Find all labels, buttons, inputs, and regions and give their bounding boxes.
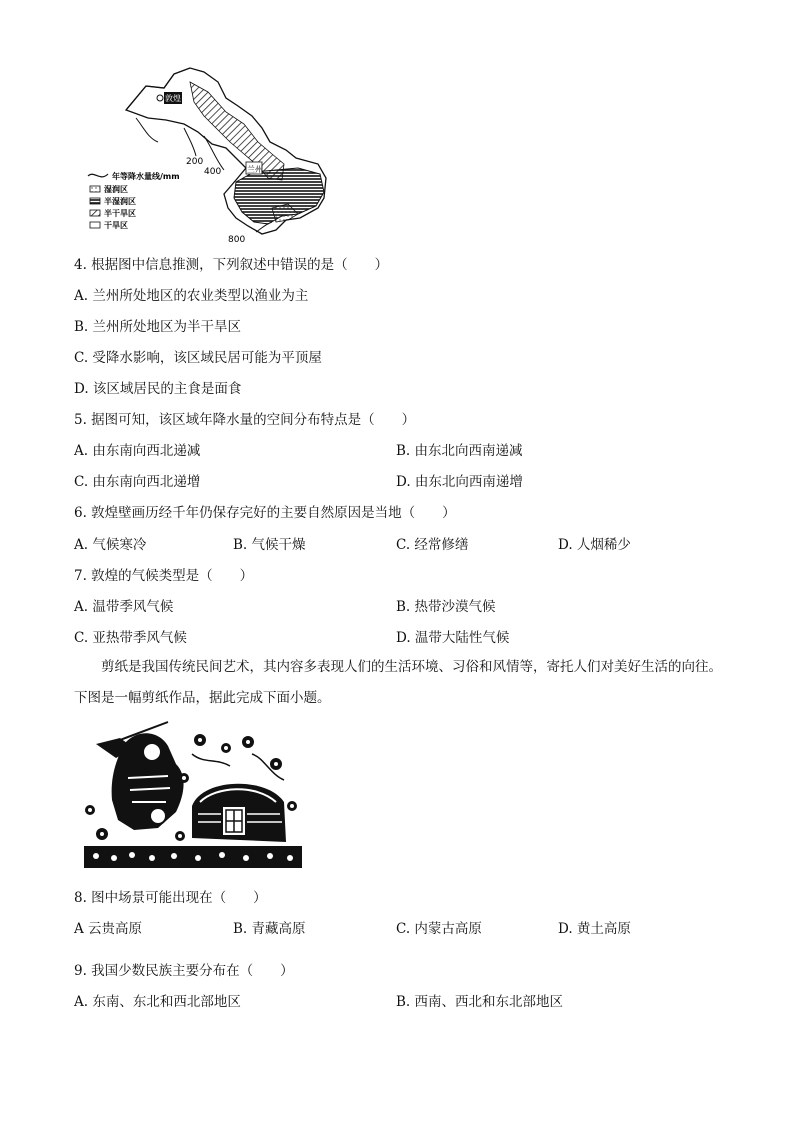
q6-option-b: B. 气候干燥 [233,537,306,553]
q6-option-c: C. 经常修缮 [396,537,469,553]
q6-option-a: A. 气候寒冷 [74,537,147,553]
q6-stem: 6. 敦煌壁画历经千年仍保存完好的主要自然原因是当地（ ） [74,505,456,521]
isohyet-200-line [184,128,196,156]
precipitation-map [86,58,336,248]
q7-option-c: C. 亚热带季风气候 [74,630,187,646]
q6-option-d: D. 人烟稀少 [558,537,631,553]
legend-semi-arid-label: 半干旱区 [104,209,136,218]
q7-option-b: B. 热带沙漠气候 [396,599,496,615]
q8-option-b: B. 青藏高原 [233,921,306,937]
q4-stem: 4. 根据图中信息推测，下列叙述中错误的是（ ） [74,257,389,273]
legend-semi-humid-swatch [90,198,100,204]
q7-stem: 7. 敦煌的气候类型是（ ） [74,568,254,584]
q5-option-d: D. 由东北向西南递增 [396,474,523,490]
city-lanzhou-label: 兰州 [247,165,263,174]
q9-stem: 9. 我国少数民族主要分布在（ ） [74,963,294,979]
q4-option-a: A. 兰州所处地区的农业类型以渔业为主 [74,288,309,304]
q8-option-d: D. 黄土高原 [558,921,631,937]
isohyet-400-label: 400 [204,167,222,177]
q7-option-d: D. 温带大陆性气候 [396,630,510,646]
passage-text: 剪纸是我国传统民间艺术，其内容多表现人们的生活环境、习俗和风情等，寄托人们对美好生活的向往。下图是一幅剪纸作品，据此完成下面小题。 [74,659,722,706]
legend-isohyet-swatch [88,174,108,177]
legend-semi-arid-swatch [90,210,100,216]
isohyet-800-label: 800 [228,235,246,245]
city-dunhuang-label: 敦煌 [165,94,181,103]
q8-option-a: A 云贵高原 [74,921,143,937]
isohyet-200-label: 200 [186,157,204,167]
q8-option-c: C. 内蒙古高原 [396,921,482,937]
legend-arid-swatch [90,222,100,228]
q8-stem: 8. 图中场景可能出现在（ ） [74,890,267,906]
q5-option-b: B. 由东北向西南递减 [396,443,523,459]
legend-humid-swatch [90,186,100,192]
q4-option-d: D. 该区域居民的主食是面食 [74,381,242,397]
legend-semi-humid-label: 半湿润区 [104,197,136,206]
legend-humid-label: 湿润区 [104,185,128,194]
q5-option-a: A. 由东南向西北递减 [74,443,201,459]
paper-cut-image [80,718,306,870]
city-dunhuang-dot [157,95,163,101]
q5-stem: 5. 据图可知，该区域年降水量的空间分布特点是（ ） [74,412,416,428]
q9-option-a: A. 东南、东北和西北部地区 [74,994,241,1010]
isohyet-50-line [136,118,158,142]
q7-option-a: A. 温带季风气候 [74,599,174,615]
q4-option-c: C. 受降水影响，该区域民居可能为平顶屋 [74,350,322,366]
q5-option-c: C. 由东南向西北递增 [74,474,201,490]
legend-isohyet-label: 年等降水量线/mm [112,172,180,181]
q9-option-b: B. 西南、西北和东北部地区 [396,994,564,1010]
legend-arid-label: 干旱区 [104,221,128,230]
q4-option-b: B. 兰州所处地区为半干旱区 [74,319,242,335]
